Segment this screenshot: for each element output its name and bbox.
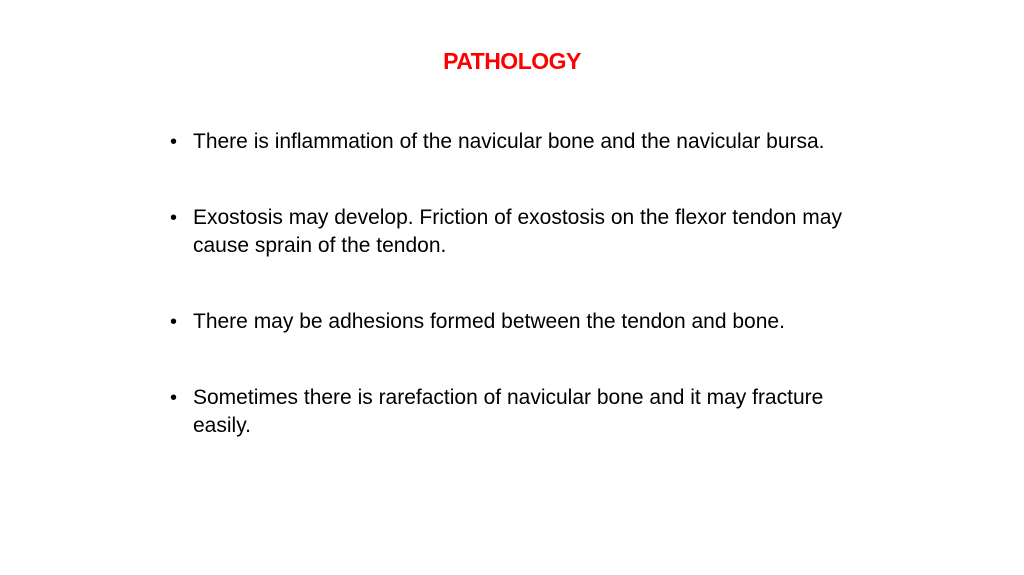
- slide-title: PATHOLOGY: [443, 48, 581, 74]
- bullet-text: Sometimes there is rarefaction of navicular bone and it may fracture easily.: [193, 386, 824, 437]
- bullet-icon: •: [170, 131, 178, 153]
- bullet-icon: •: [170, 311, 178, 333]
- bullet-icon: •: [170, 207, 178, 229]
- bullet-item: [168, 308, 848, 336]
- bullet-text: Exostosis may develop. Friction of exostosis on the flexor tendon may cause sprain of the tendon.: [193, 206, 842, 257]
- bullet-text: There may be adhesions formed between the tendon and bone.: [193, 310, 785, 333]
- bullet-text: There is inflammation of the navicular bone and the navicular bursa.: [193, 130, 825, 153]
- bullet-item: [168, 384, 848, 440]
- bullet-list: [168, 128, 848, 488]
- bullet-item: [168, 128, 848, 156]
- bullet-item: [168, 204, 848, 260]
- bullet-icon: •: [170, 387, 178, 409]
